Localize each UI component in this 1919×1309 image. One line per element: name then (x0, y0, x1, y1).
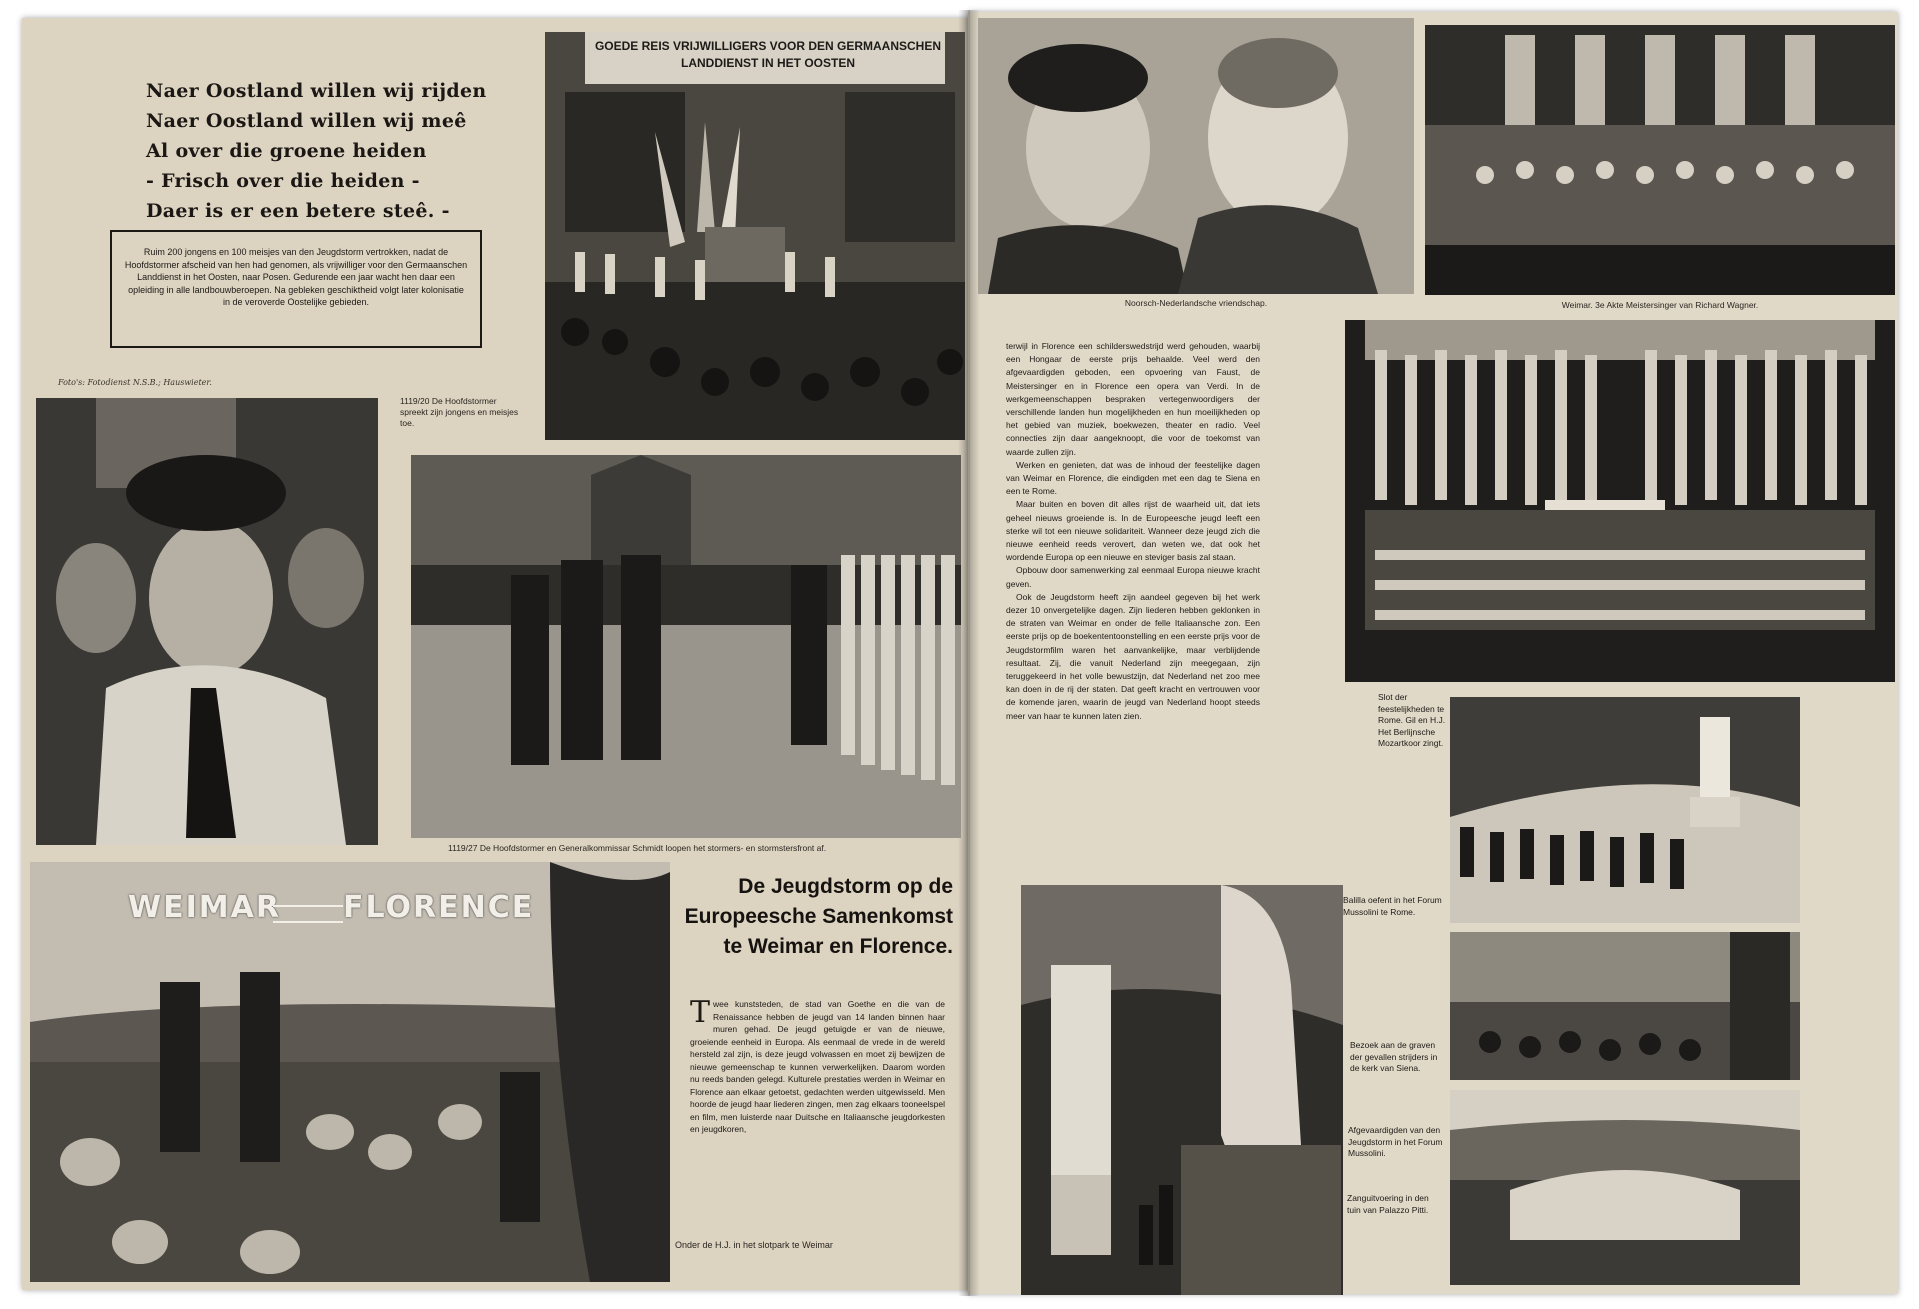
caption-friendship: Noorsch-Nederlandsche vriendschap. (1124, 298, 1268, 308)
poem (146, 76, 487, 226)
article-body (690, 995, 945, 1136)
photo-meistersinger (1425, 25, 1895, 295)
poem-line: Naer Oostland willen wij rijden (146, 80, 487, 102)
caption-front-inspection: 1119/27 De Hoofdstormer en Generalkommissar Schmidt loopen het stormers- en stormstersfront af. (448, 843, 827, 853)
caption-forum: Afgevaardigden van den Jeugdstorm in het Forum Mussolini. (1348, 1125, 1443, 1158)
photo-front-inspection (411, 455, 961, 838)
caption-hoofdstormer-speech: 1119/20 De Hoofdstormer spreekt zijn jongens en meisjes toe. (400, 396, 519, 428)
photo-departure-ceremony (545, 32, 965, 440)
caption-rome: Slot der feestelijkheden te Rome. Gil en H.J. Het Berlijnsche Mozartkoor zingt. (1378, 692, 1446, 748)
photo-rome-flags (1345, 320, 1895, 682)
article-dropcap: T (690, 995, 711, 1030)
article-paragraph: Maar buiten en boven dit alles rijst de waarheid uit, dat iets geheel nieuws groeiende is. In de Europeesche jeugd leeft een sterke wil tot een nieuwe solidariteit. Wanneer deze jeugd zich die nieuwe eenheid reeds verovert, dan weten we, dat ook het wordende Europa op een nieuwe en steviger basis zal staan. (1006, 499, 1260, 563)
photo-credit: Foto's: Fotodienst N.S.B.; Hauswieter. (58, 378, 212, 387)
photo-siena-church (1450, 932, 1800, 1080)
caption-siena: Bezoek aan de graven der gevallen strijders in de kerk van Siena. (1350, 1040, 1438, 1073)
weimar-florence-banner (88, 878, 588, 934)
intro-text: Ruim 200 jongens en 100 meisjes van den Jeugdstorm vertrokken, nadat de Hoofdstormer afscheid van hen had genomen, als vrijwilliger voor den Germaanschen Landdienst in het Oosten, naar Posen. Gedurende een jaar wacht hen daar een opleiding in alle landbouwberoepen. Na gebleken geschiktheid volgt later kolonisatie in de veroverde Oostelijke gebieden. (124, 247, 468, 307)
article-paragraph: Opbouw door samenwerking zal eenmaal Europa nieuwe kracht geven. (1006, 565, 1260, 589)
article-paragraph: terwijl in Florence een schilderswedstrijd werd gehouden, waarbij een Hongaar de eerste prijs behaalde. Veel werd den afgevaardigden geboden, een opvoering van Faust, de Meistersinger en in Florence een opera van Verdi. In de werkgemeenschappen bespraken vertegenwoordigers der verschillende landen hun mogelijkheden en hun moeilijkheden op het gebied van muziek, boekwezen, theater en radio. Veel connecties zijn daar aangeknoopt, die voor de toekomst van waarde zullen zijn. (1006, 341, 1260, 457)
caption-weimar-park: Onder de H.J. in het slotpark te Weimar (675, 1240, 833, 1250)
banner-sign-text: GOEDE REIS VRIJWILLIGERS VOOR DEN GERMAANSCHEN LANDDIENST IN HET OOSTEN (594, 39, 942, 70)
photo-girl-portrait (36, 398, 378, 845)
photo-weimar-park (30, 862, 670, 1282)
article-continuation (1006, 340, 1260, 723)
article-paragraph: Werken en genieten, dat was de inhoud der feestelijke dagen van Weimar en Florence, die eindigden met een dag te Siena en een te Rome. (1006, 459, 1260, 497)
banner-florence-word: FLORENCE (343, 890, 535, 925)
photo-norwegian-dutch-friendship (978, 18, 1414, 294)
photo-statues-forum (1021, 885, 1343, 1295)
article-headline: De Jeugdstorm op de Europeesche Samenkomst te Weimar en Florence. (684, 875, 953, 958)
article-text: wee kunststeden, de stad van Goethe en die van de Renaissance hebben de jeugd van 14 landen binnen haar muren gehad. De jeugd getuigde er van de nieuwe, groeiende eenheid in Europa. Als eenmaal de vrede in de wereld hersteld zal zijn, is deze jeugd volwassen en moet zij bewijzen de nieuwe gemeenschap te kunnen verwerkelijken. Daarom worden nu reeds banden gelegd. Kulturele prestaties werden in Weimar en Florence aan elkaar getoetst, gedachten werden uitgewisseld. Men hoorde de jeugd haar liederen zingen, men zag elkaars tooneelspel en film, men luisterde naar Duitsche en Italiaansche jeugdorkesten en jeugdkoren, (690, 999, 945, 1134)
poem-line: Al over die groene heiden (146, 140, 427, 162)
banner-ribbon (273, 905, 343, 923)
poem-line: - Frisch over die heiden - (146, 170, 420, 192)
photo-balilla-forum (1450, 697, 1800, 923)
photo-palazzo-pitti (1450, 1090, 1800, 1285)
article-paragraph: Ook de Jeugdstorm heeft zijn aandeel gegeven bij het werk dezer 10 onvergetelijke dagen. Zijn liederen hebben geklonken in de straten van Weimar en onder de felle Italiaansche zon. Een eerste prijs op de boekententoonstelling en een eerste prijs voor de Jeugdstormfilm waren het aanvankelijke, maar verblijdende resultaat. Zij, die vanuit Nederland zijn meegegaan, zijn teruggekeerd in het volle bewustzijn, dat Nederland net zoo mee kan doen in de rij der staten. Dat geeft kracht en vertrouwen voor de komende jaren, waarin de jeugd van Nederland hoopt steeds meer van haar te kunnen laten zien. (1006, 591, 1260, 721)
banner-weimar-word: WEIMAR (128, 890, 281, 925)
caption-balilla: Balilla oefent in het Forum Mussolini te Rome. (1343, 895, 1442, 917)
caption-pitti: Zanguitvoering in den tuin van Palazzo Pitti. (1347, 1193, 1429, 1215)
poem-line: Naer Oostland willen wij meê (146, 110, 467, 132)
intro-box (110, 230, 482, 348)
caption-meistersinger: Weimar. 3e Akte Meistersinger van Richard Wagner. (1561, 300, 1759, 310)
poem-line: Daer is er een betere steê. - (146, 200, 450, 222)
